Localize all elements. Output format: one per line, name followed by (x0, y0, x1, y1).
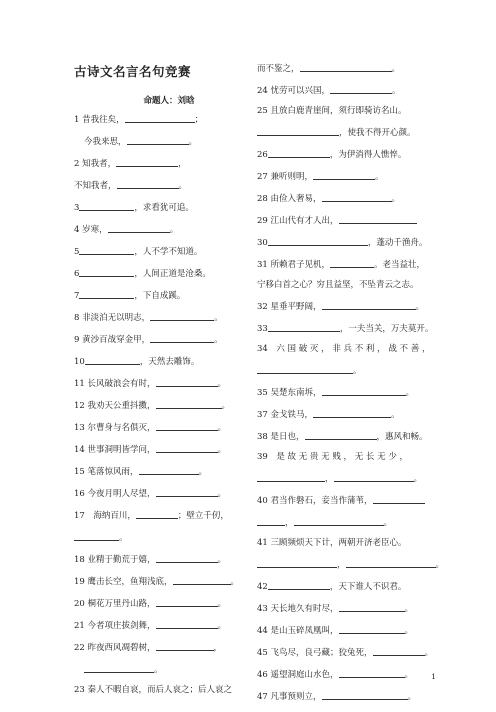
question-line (74, 487, 244, 500)
answer-blank[interactable] (150, 333, 214, 343)
answer-blank[interactable] (79, 289, 134, 299)
question-line (257, 646, 433, 659)
left-column (74, 62, 244, 705)
question-line (257, 364, 433, 377)
question-text: 42 (257, 582, 268, 592)
question-line (74, 267, 244, 280)
answer-blank[interactable] (156, 421, 218, 431)
question-text: 24 忧劳可以兴国， (257, 86, 331, 96)
question-tail: 。 (404, 604, 414, 614)
question-text: 46 遥望洞庭山水色， (257, 670, 339, 680)
answer-blank[interactable] (346, 558, 436, 568)
question-text: 18 业精于勤荒于嬉， (74, 555, 156, 565)
question-tail: 。 (188, 137, 198, 147)
question-line (257, 148, 433, 161)
question-tail: 。 (217, 489, 227, 499)
answer-blank[interactable] (257, 126, 339, 136)
question-text: 6 (74, 269, 80, 279)
question-line (74, 421, 244, 434)
question-tail: 。老当益壮， (374, 260, 426, 270)
question-text: 35 吴楚东南坼， (257, 388, 322, 398)
answer-blank[interactable] (156, 641, 214, 651)
question-tail: 。 (198, 467, 208, 477)
question-tail: ，天下谁人不识君。 (329, 582, 407, 592)
question-line (74, 179, 244, 192)
question-tail: ，下自成蹊。 (134, 291, 186, 301)
question-text: 7 (74, 291, 80, 301)
question-text: 宁移白首之心？穷且益坚，不坠青云之志。 (257, 280, 419, 290)
question-tail: 。 (214, 335, 223, 345)
question-line (257, 624, 433, 637)
question-line (74, 619, 244, 632)
question-text: 21 今者项庄拔剑舞， (74, 621, 156, 631)
question-text: 43 天长地久有时尽， (257, 604, 339, 614)
question-tail: ，人间正道是沧桑。 (134, 269, 211, 279)
question-line (74, 223, 244, 236)
question-text: 今我来思， (84, 137, 127, 147)
question-tail: ，使我不得开心颜。 (339, 128, 416, 138)
question-line (257, 192, 433, 205)
question-line (257, 214, 433, 227)
question-text: 4 岁寒， (74, 225, 108, 235)
question-tail: ；壁立千仞， (177, 511, 229, 521)
answer-blank[interactable] (156, 619, 218, 629)
question-tail: 。 (230, 577, 240, 587)
question-line (257, 690, 433, 703)
page-number: 1 (431, 672, 436, 681)
answer-blank[interactable] (322, 300, 416, 310)
question-tail: 。 (404, 670, 414, 680)
question-tail: ，惠风和畅。 (376, 432, 428, 442)
question-line (257, 580, 433, 593)
question-tail: ，求看犹可追。 (134, 203, 194, 213)
question-text: 38 是日也， (257, 432, 305, 442)
question-text: 22 昨夜西风凋碧树， (74, 643, 156, 653)
question-text: 44 是山玉碎凤凰叫， (257, 626, 339, 636)
question-tail: 。 (392, 86, 401, 96)
question-tail: 。 (217, 423, 227, 433)
question-line (74, 377, 244, 390)
answer-blank[interactable] (156, 377, 218, 387)
answer-blank[interactable] (117, 179, 179, 189)
answer-blank[interactable] (136, 509, 178, 519)
answer-blank[interactable] (322, 386, 406, 396)
question-text: 8 非淡泊无以明志， (74, 313, 151, 323)
answer-blank[interactable] (373, 494, 425, 504)
question-text: 5 (74, 247, 80, 257)
question-text: 1 昔我往矣， (74, 115, 125, 125)
question-line (74, 465, 244, 478)
question-tail: 。 (217, 621, 227, 631)
question-line (257, 170, 433, 183)
question-tail: 。 (119, 533, 128, 543)
question-tail: ，一夫当关，万夫莫开。 (339, 324, 434, 334)
question-text: 41 三顾频烦天下计，两朝开济老臣心。 (257, 538, 407, 548)
question-text: 39 是 故 无 贵 无 贱 ， 无 长 无 少 ， (257, 452, 409, 462)
answer-blank[interactable] (339, 602, 405, 612)
question-tail: 。 (383, 518, 393, 528)
answer-blank[interactable] (74, 531, 119, 541)
answer-blank[interactable] (268, 236, 368, 246)
question-line (257, 430, 433, 443)
right-column (257, 62, 445, 712)
question-tail: 。 (169, 225, 179, 235)
question-text: 17 海纳百川， (74, 511, 136, 521)
question-tail: 。 (391, 194, 401, 204)
question-tail: 。 (424, 648, 434, 658)
question-text: 26 (257, 150, 268, 160)
answer-blank[interactable] (156, 399, 222, 409)
question-tail: 。 (405, 388, 415, 398)
answer-blank[interactable] (84, 663, 154, 673)
question-tail: 。 (221, 401, 231, 411)
answer-blank[interactable] (339, 668, 405, 678)
question-line (74, 531, 244, 544)
question-text: 33 (257, 324, 268, 334)
answer-blank[interactable] (300, 62, 392, 72)
question-line (257, 236, 433, 249)
question-text: 不知我者， (74, 181, 117, 191)
answer-blank[interactable] (268, 322, 340, 332)
question-line (74, 201, 244, 214)
answer-blank[interactable] (294, 516, 384, 526)
question-line (74, 135, 244, 148)
answer-blank[interactable] (79, 267, 134, 277)
question-text: 27 兼听则明， (257, 172, 314, 182)
question-line (74, 443, 244, 456)
question-line (257, 516, 433, 529)
question-line (74, 553, 244, 566)
question-tail: ， (325, 474, 334, 484)
question-text: 30 (257, 238, 268, 248)
question-line (74, 157, 244, 170)
question-text: 12 我劝天公重抖擞， (74, 401, 156, 411)
answer-blank[interactable] (330, 258, 374, 268)
question-line (74, 333, 244, 346)
question-tail: 。 (217, 445, 227, 455)
answer-blank[interactable] (330, 84, 392, 94)
question-tail: ，为伊消得人憔悴。 (329, 150, 407, 160)
question-text: 34 六 国 破 灭 ， 非 兵 不 利 ， 战 不 善 ， (257, 344, 431, 354)
answer-blank[interactable] (127, 135, 189, 145)
answer-blank[interactable] (268, 148, 330, 158)
question-tail: 。 (217, 555, 227, 565)
answer-blank[interactable] (156, 597, 218, 607)
question-text: 10 (74, 357, 85, 367)
question-line (257, 280, 433, 291)
question-text: 25 且放白鹿青崖间，须行即骑访名山。 (257, 106, 407, 116)
answer-blank[interactable] (116, 157, 178, 167)
answer-blank[interactable] (156, 443, 218, 453)
question-line (257, 84, 433, 97)
answer-blank[interactable] (173, 575, 231, 585)
question-text: 15 笔落惊风雨， (74, 467, 139, 477)
answer-blank[interactable] (322, 192, 392, 202)
question-text: 9 黄沙百战穿金甲， (74, 335, 151, 345)
question-line (74, 685, 244, 696)
page-title: 古诗文名言名句竞赛 (74, 64, 192, 79)
question-line (74, 355, 244, 368)
answer-blank[interactable] (257, 558, 337, 568)
question-tail: 。 (178, 181, 188, 191)
question-line (257, 408, 433, 421)
question-tail: ， (213, 643, 223, 653)
question-tail: ，人不学不知道。 (134, 247, 203, 257)
question-line (74, 509, 244, 522)
question-tail: ， (337, 560, 346, 570)
question-line (257, 386, 433, 399)
question-text: 40 君当作磐石，妾当作蒲苇， (257, 496, 373, 506)
question-line (257, 344, 433, 355)
question-line (74, 113, 244, 126)
question-line (74, 575, 244, 588)
question-tail: 。 (391, 410, 400, 420)
left-question-list (74, 113, 244, 696)
question-tail: 。 (415, 302, 425, 312)
question-line (257, 106, 433, 117)
question-text: 11 长风破浪会有时， (74, 379, 156, 389)
question-text: 2 知我者， (74, 159, 117, 169)
question-line (257, 62, 433, 75)
answer-blank[interactable] (257, 516, 285, 526)
answer-blank[interactable] (339, 214, 417, 224)
question-text: 29 江山代有才人出， (257, 216, 339, 226)
question-text: 而不鉴之， (257, 64, 300, 74)
question-line (74, 597, 244, 610)
question-text: 14 世事洞明皆学问， (74, 445, 156, 455)
question-text: 13 尔曹身与名俱灭， (74, 423, 156, 433)
author-line: 命题人：刘晗 (143, 96, 195, 106)
answer-blank[interactable] (139, 465, 199, 475)
question-tail: 。 (435, 560, 445, 570)
question-tail: ， (285, 518, 294, 528)
question-text: 28 由俭入奢易， (257, 194, 322, 204)
question-tail: 。 (391, 64, 401, 74)
question-line (74, 245, 244, 258)
question-tail: 。 (413, 474, 423, 484)
question-text: 23 秦人不暇自哀，而后人哀之；后人哀之 (74, 685, 233, 695)
answer-blank[interactable] (313, 170, 375, 180)
right-question-list (257, 62, 445, 703)
question-line (74, 663, 244, 676)
question-tail: 。 (404, 626, 414, 636)
question-line (74, 311, 244, 324)
question-line (257, 322, 433, 335)
question-line (257, 538, 433, 549)
question-line (257, 126, 433, 139)
question-tail: 。 (407, 692, 417, 702)
question-text: 3 (74, 203, 80, 213)
answer-blank[interactable] (257, 472, 325, 482)
question-tail: 。 (217, 599, 227, 609)
question-text: 47 凡事预则立， (257, 692, 322, 702)
question-line (257, 300, 433, 313)
answer-blank[interactable] (79, 201, 134, 211)
question-text: 16 今夜月明人尽望， (74, 489, 156, 499)
question-text: 31 所赖君子见机， (257, 260, 331, 270)
answer-blank[interactable] (322, 690, 408, 700)
question-line (257, 558, 445, 571)
question-line (257, 452, 433, 463)
answer-blank[interactable] (108, 223, 170, 233)
question-text: 32 星垂平野阔， (257, 302, 322, 312)
answer-blank[interactable] (268, 580, 330, 590)
answer-blank[interactable] (334, 472, 414, 482)
answer-blank[interactable] (305, 430, 377, 440)
answer-blank[interactable] (257, 364, 353, 374)
question-line (74, 641, 244, 654)
answer-blank[interactable] (339, 624, 405, 634)
answer-blank[interactable] (156, 553, 218, 563)
question-text: 37 金戈铁马， (257, 410, 314, 420)
answer-blank[interactable] (373, 646, 425, 656)
question-line (74, 289, 244, 302)
question-tail: 。 (375, 172, 384, 182)
question-tail: ，蓬动千渔舟。 (367, 238, 428, 248)
question-tail: 。 (353, 366, 362, 376)
answer-blank[interactable] (313, 408, 391, 418)
answer-blank[interactable] (150, 311, 214, 321)
question-tail: ， (178, 159, 187, 169)
answer-blank[interactable] (156, 487, 218, 497)
question-tail: 。 (214, 313, 223, 323)
question-text: 19 鹰击长空，鱼翔浅底， (74, 577, 173, 587)
question-text: 20 桐花万里丹山路， (74, 599, 156, 609)
question-line (257, 472, 433, 485)
answer-blank[interactable] (125, 113, 195, 123)
question-tail: ； (194, 115, 204, 125)
answer-blank[interactable] (79, 245, 134, 255)
question-line (257, 258, 433, 271)
question-line (257, 494, 433, 507)
question-tail: 。 (217, 379, 227, 389)
question-line (257, 602, 433, 615)
question-tail: ，天然去雕饰。 (139, 357, 200, 367)
answer-blank[interactable] (85, 355, 140, 365)
question-tail: 。 (154, 665, 163, 675)
question-line (257, 668, 433, 681)
question-line (74, 399, 244, 412)
question-text: 45 飞鸟尽，良弓藏；狡兔死， (257, 648, 373, 658)
